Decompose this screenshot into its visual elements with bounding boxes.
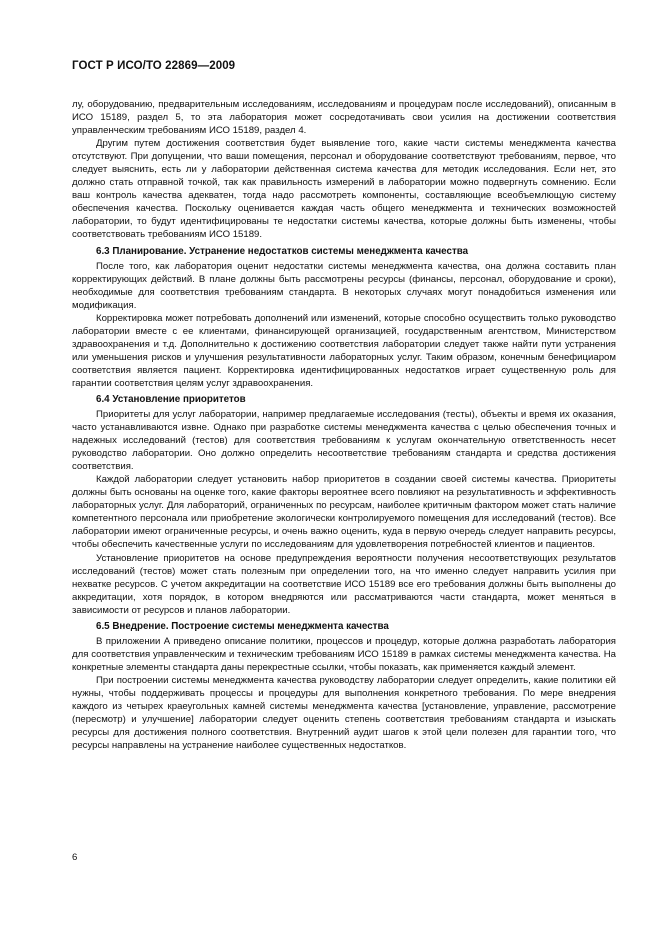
paragraph: лу, оборудованию, предварительным исследованиям, исследованиям и процедурам после исследований), описанным в ИСО 15189, раздел 5, то эта лаборатория может сосредотачивать свои усилия на достижении соответствия управленческим требованиям ИСО 15189, раздел 4. xyxy=(72,99,616,137)
paragraph: Каждой лаборатории следует установить набор приоритетов в создании своей системы качества. Приоритеты должны быть основаны на оценке того, какие факторы вероятнее всего повлияют на результативность и эффективность лабораторных услуг. Для лабораторий, ограниченных по ресурсам, наиболее критичным фактором может стать наличие компетентного персонала или приобретение экологически контролируемого помещения для исследований (тестов). Все лаборатории имеют ограниченные ресурсы, и очень важно оценить, куда в первую очередь следует направить ресурсы, чтобы обеспечить качественные услуги по исследованиям для удовлетворения потребностей клиентов и пациентов. xyxy=(72,474,616,551)
paragraph: После того, как лаборатория оценит недостатки системы менеджмента качества, она должна составить план корректирующих действий. В плане должны быть рассмотрены ресурсы (финансы, персонал, оборудование и сроки), необходимые для соответствия требованиям стандарта. В некоторых случаях могут понадобиться изменения или модификация. xyxy=(72,260,616,311)
paragraph: Установление приоритетов на основе предупреждения вероятности получения несоответствующих результатов исследований (тестов) может стать полезным при определении того, на что именно следует направить усилия при нехватке ресурсов. С учетом аккредитации на соответствие ИСО 15189 все его требования должны быть выполнены до аккредитации, хотя порядок, в котором внедряются или рассматриваются части стандарта, может меняться в зависимости от ресурсов и планов лаборатории. xyxy=(72,552,616,616)
paragraph: Другим путем достижения соответствия будет выявление того, какие части системы менеджмента качества отсутствуют. При допущении, что ваши помещения, персонал и оборудование соответствуют требованиям, первое, что следует выяснить, есть ли у лаборатории действенная система качества для методик исследования. Если нет, это должно стать отправной точкой, так как правильность измерений в лаборатории можно подвергнуть сомнению. Если ваш контроль качества адекватен, тогда надо рассмотреть компоненты, составляющие всеобъемлющую систему обеспечения качества. Поскольку оценивается каждая часть общего менеджмента и технических возможностей лаборатории, то будут идентифицированы те недостатки системы качества, которые должны быть изменены, чтобы соответствовать требованиям ИСО 15189. xyxy=(72,138,616,241)
section-heading-6-5: 6.5 Внедрение. Построение системы менеджмента качества xyxy=(96,620,389,632)
document-body xyxy=(72,98,616,752)
paragraph: В приложении А приведено описание политики, процессов и процедур, которые должна разработать лаборатория для соответствия управленческим и техническим требованиям ИСО 15189 в рамках системы менеджмента качества. На конкретные элементы стандарта даны перекрестные ссылки, чтобы показать, как применяется каждый элемент. xyxy=(72,635,616,673)
paragraph: Корректировка может потребовать дополнений или изменений, которые способно осуществить только руководство лаборатории вместе с ее клиентами, финансирующей организацией, государственным агентством, Министерством здравоохранения и т.д. Дополнительно к достижению соответствия лаборатории следует также найти пути устранения или уменьшения рисков и улучшения результативности лабораторных услуг. Таким образом, конечным бенефициаром соответствия является пациент. Корректировка идентифицированных недостатков играет существенную роль для гарантии соответствия целям услуг здравоохранения. xyxy=(72,312,616,389)
section-heading-6-3: 6.3 Планирование. Устранение недостатков системы менеджмента качества xyxy=(96,245,469,257)
document-header: ГОСТ Р ИСО/ТО 22869—2009 xyxy=(72,60,236,72)
paragraph: Приоритеты для услуг лаборатории, например предлагаемые исследования (тесты), объекты и время их оказания, часто устанавливаются извне. Однако при разработке системы менеджмента качества с целью обеспечения точных и надежных исследований (тестов) для соответствия требованиям к услугам окончательную ответственность несет руководство лаборатории. Оно должно определить несоответствие требованиям стандарта и средства достижения соответствия. xyxy=(72,408,616,473)
paragraph: При построении системы менеджмента качества руководству лаборатории следует определить, какие политики ей нужны, чтобы поддерживать процессы и процедуры для выполнения конкретного требования. По мере внедрения каждого из четырех краеугольных камней системы менеджмента качества [установление, управление, рассмотрение (пересмотр) и улучшение] лаборатории следует оценить степень соответствия требованиям стандарта и изыскать ресурсы для достижения полного соответствия. Внутренний аудит шагов к этой цели полезен для гарантии того, что ресурсы направлены на устранение наиболее существенных недостатков. xyxy=(72,674,616,752)
page-number: 6 xyxy=(72,852,78,863)
section-heading-6-4: 6.4 Установление приоритетов xyxy=(96,393,246,405)
